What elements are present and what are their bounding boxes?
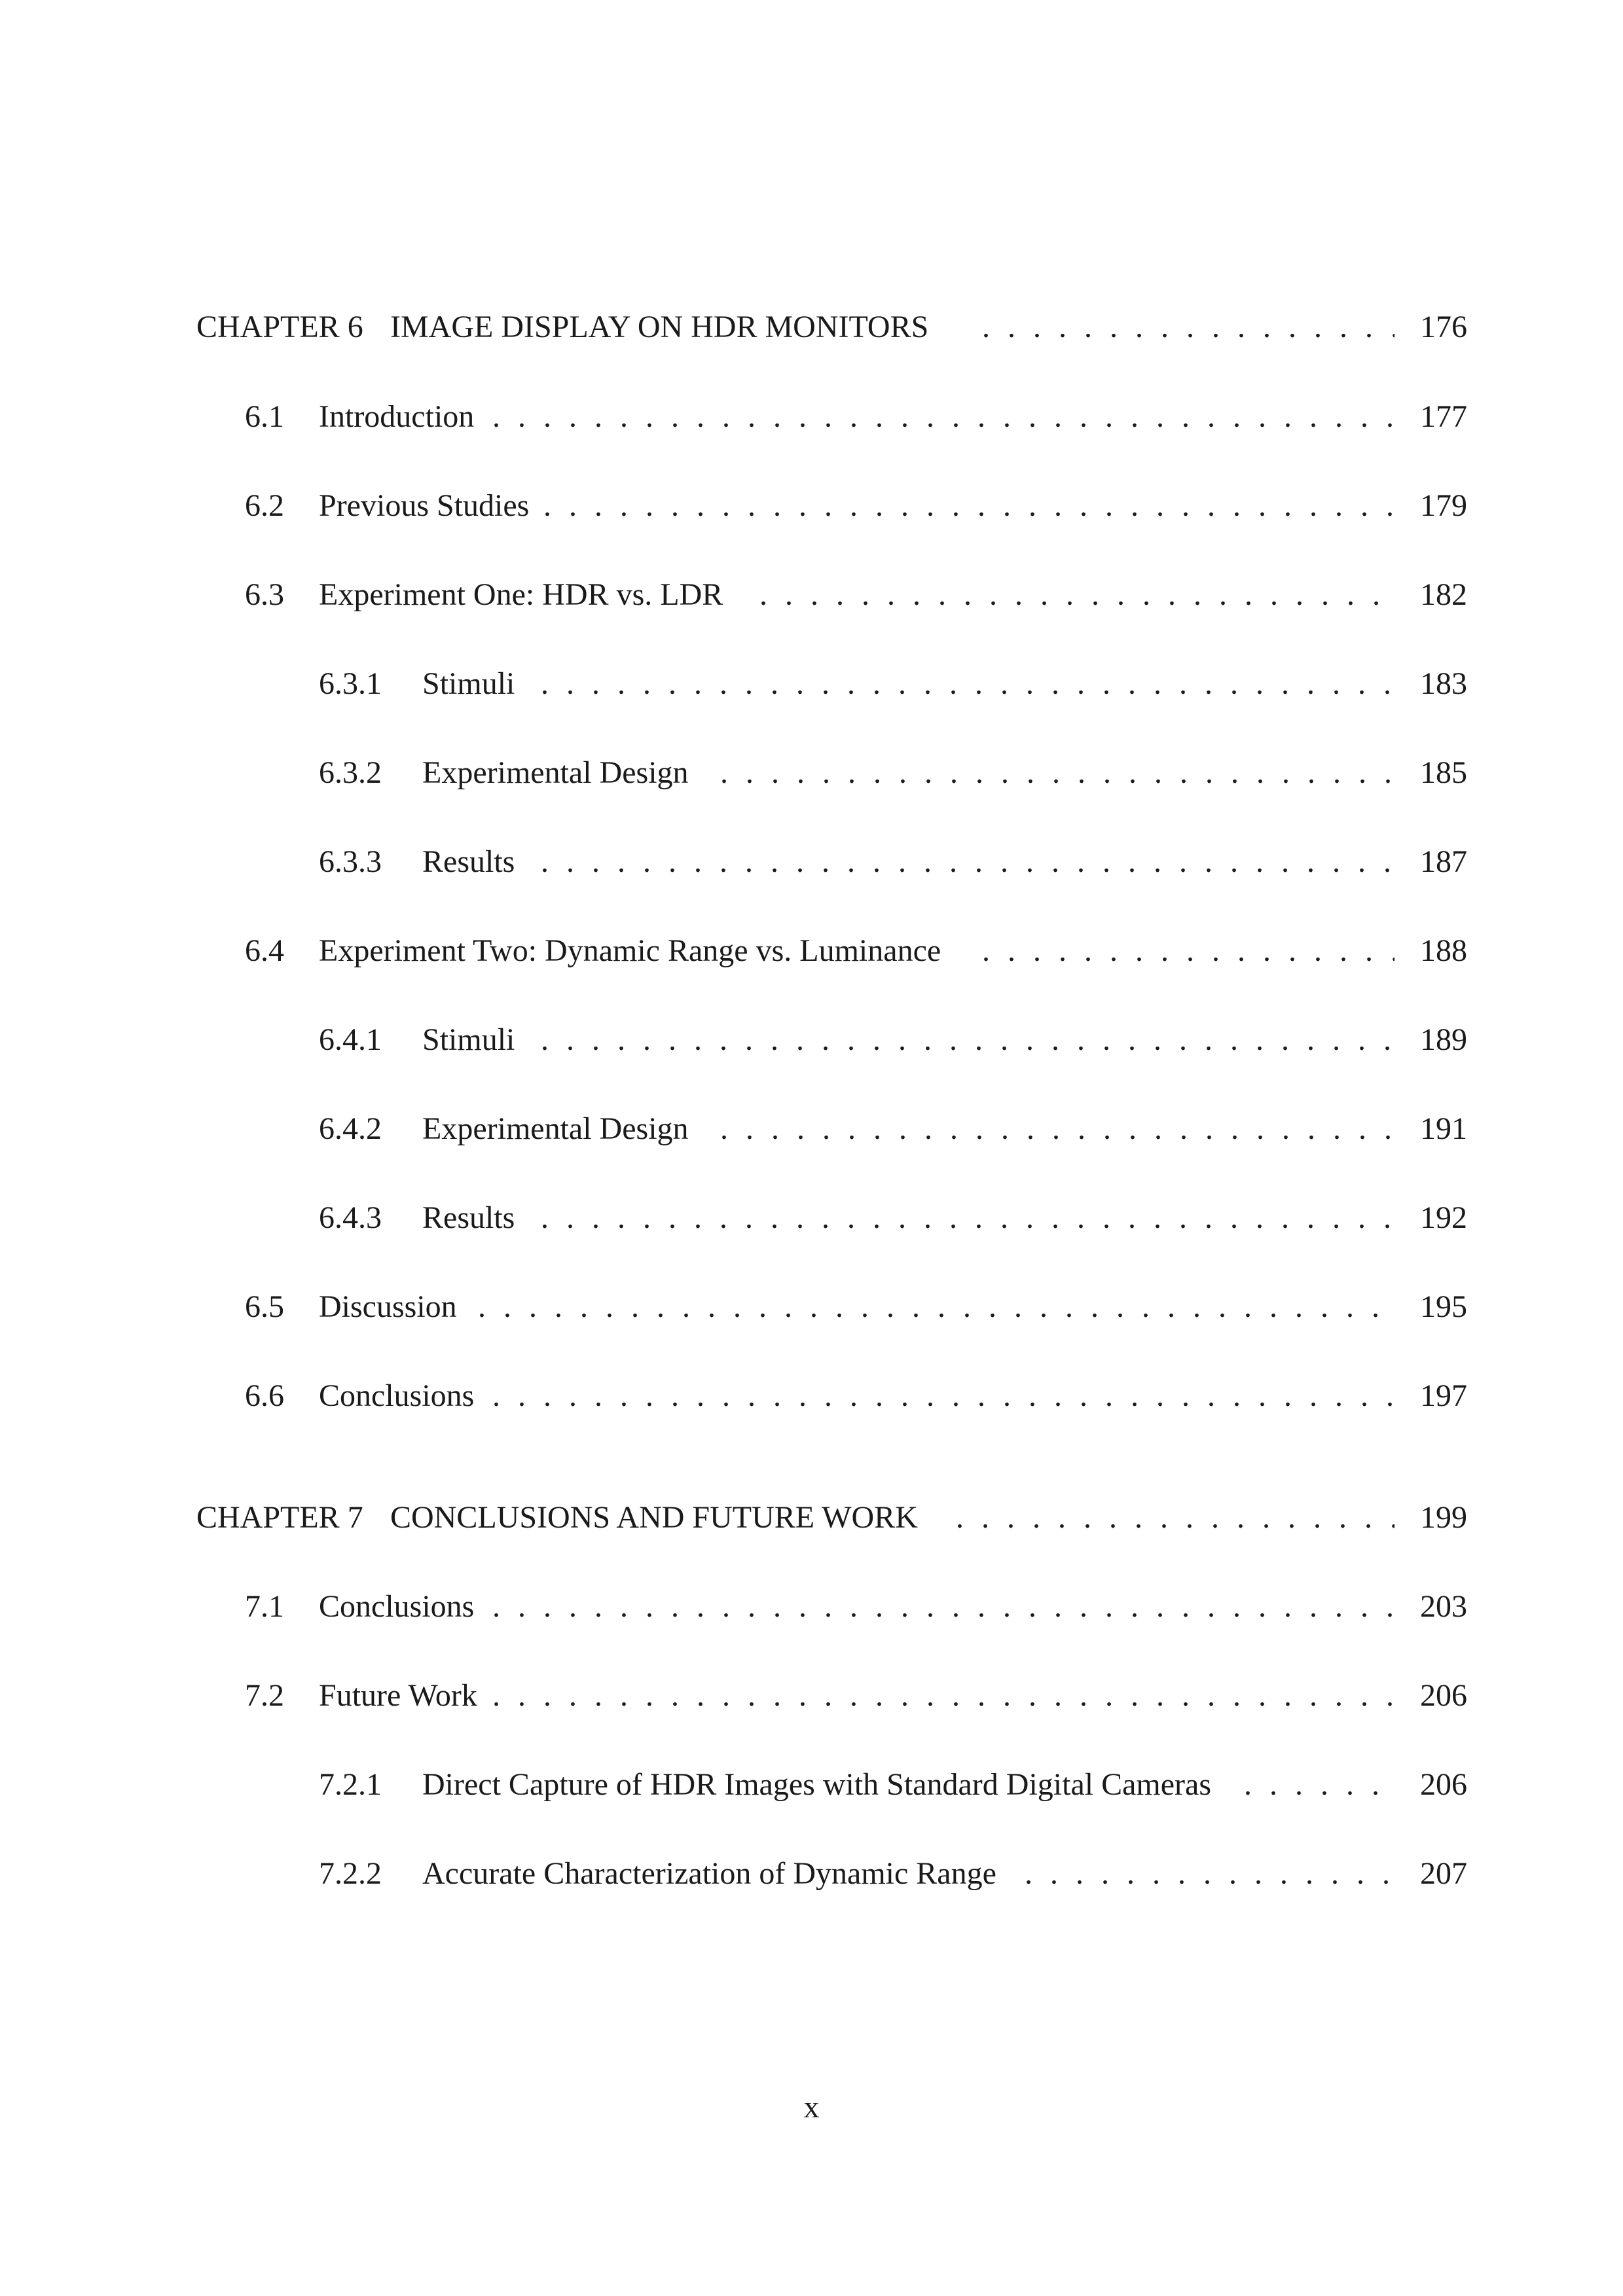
page-number: 197: [1420, 1378, 1467, 1413]
dot-leader: [492, 1370, 1395, 1422]
section-entry: [0, 391, 1623, 443]
dot-leader: [492, 1670, 1395, 1722]
chapter-title: IMAGE DISPLAY ON HDR MONITORS: [390, 310, 929, 344]
page-number: 191: [1420, 1111, 1467, 1146]
section-entry: [0, 480, 1623, 532]
dot-leader: [1025, 1848, 1395, 1900]
subsection-number: 6.4.2: [319, 1111, 382, 1146]
chapter-entry: [0, 301, 1623, 353]
subsection-number: 6.3.3: [319, 844, 382, 879]
dot-leader: [492, 391, 1395, 443]
dot-leader: [541, 1014, 1395, 1066]
section-title: Conclusions: [319, 1378, 475, 1413]
section-number: 6.1: [245, 399, 284, 434]
chapter-label: CHAPTER 6: [196, 310, 363, 344]
section-number: 6.4: [245, 933, 284, 968]
dot-leader: [478, 1281, 1395, 1333]
page-number: 177: [1420, 399, 1467, 434]
subsection-title: Direct Capture of HDR Images with Standard Digital Cameras: [422, 1767, 1212, 1802]
page-number: 206: [1420, 1678, 1467, 1713]
section-title: Conclusions: [319, 1589, 475, 1624]
subsection-title: Results: [422, 844, 515, 879]
subsection-number: 6.4.1: [319, 1022, 382, 1057]
subsection-number: 6.3.1: [319, 666, 382, 701]
chapter-entry: [0, 1492, 1623, 1544]
page-number: 182: [1420, 577, 1467, 612]
page-number: 206: [1420, 1767, 1467, 1802]
subsection-number: 7.2.2: [319, 1856, 382, 1891]
dot-leader: [541, 658, 1395, 710]
dot-leader: [541, 1192, 1395, 1244]
page-number: 199: [1420, 1500, 1467, 1535]
section-title: Discussion: [319, 1289, 457, 1324]
subsection-title: Stimuli: [422, 1022, 515, 1057]
subsection-title: Results: [422, 1200, 515, 1235]
page-number: 195: [1420, 1289, 1467, 1324]
page-number: 185: [1420, 755, 1467, 790]
page-number: 189: [1420, 1022, 1467, 1057]
section-entry: [0, 925, 1623, 977]
dot-leader: [543, 480, 1395, 532]
section-entry: [0, 1370, 1623, 1422]
subsection-number: 7.2.1: [319, 1767, 382, 1802]
section-entry: [0, 1281, 1623, 1333]
dot-leader: [720, 747, 1395, 799]
subsection-number: 6.4.3: [319, 1200, 382, 1235]
page-number: 188: [1420, 933, 1467, 968]
page-number: 207: [1420, 1856, 1467, 1891]
page-number: 183: [1420, 666, 1467, 701]
subsection-entry: [0, 1192, 1623, 1244]
page-number: 179: [1420, 488, 1467, 523]
section-title: Introduction: [319, 399, 475, 434]
subsection-title: Stimuli: [422, 666, 515, 701]
section-title: Previous Studies: [319, 488, 530, 523]
chapter-title: CONCLUSIONS AND FUTURE WORK: [390, 1500, 918, 1535]
subsection-entry: [0, 1014, 1623, 1066]
section-title: Experiment One: HDR vs. LDR: [319, 577, 723, 612]
section-entry: [0, 569, 1623, 621]
section-number: 7.2: [245, 1678, 284, 1713]
subsection-entry: [0, 1103, 1623, 1155]
subsection-entry: [0, 747, 1623, 799]
subsection-entry: [0, 658, 1623, 710]
subsection-number: 6.3.2: [319, 755, 382, 790]
section-number: 6.2: [245, 488, 284, 523]
subsection-entry: [0, 1848, 1623, 1900]
section-title: Experiment Two: Dynamic Range vs. Luminance: [319, 933, 941, 968]
page-number: 192: [1420, 1200, 1467, 1235]
section-entry: [0, 1581, 1623, 1633]
subsection-entry: [0, 1759, 1623, 1811]
section-title: Future Work: [319, 1678, 477, 1713]
page-number: 176: [1420, 310, 1467, 344]
section-number: 6.5: [245, 1289, 284, 1324]
subsection-entry: [0, 836, 1623, 888]
dot-leader: [982, 301, 1395, 353]
dot-leader: [720, 1103, 1395, 1155]
dot-leader: [1244, 1759, 1395, 1811]
page-number: 187: [1420, 844, 1467, 879]
section-entry: [0, 1670, 1623, 1722]
subsection-title: Experimental Design: [422, 755, 689, 790]
page-folio: x: [803, 2090, 820, 2125]
dot-leader: [982, 925, 1395, 977]
dot-leader: [541, 836, 1395, 888]
dot-leader: [759, 569, 1395, 621]
dot-leader: [956, 1492, 1395, 1544]
subsection-title: Accurate Characterization of Dynamic Range: [422, 1856, 996, 1891]
section-number: 6.6: [245, 1378, 284, 1413]
subsection-title: Experimental Design: [422, 1111, 689, 1146]
dot-leader: [492, 1581, 1395, 1633]
section-number: 7.1: [245, 1589, 284, 1624]
section-number: 6.3: [245, 577, 284, 612]
page-number: 203: [1420, 1589, 1467, 1624]
chapter-label: CHAPTER 7: [196, 1500, 363, 1535]
